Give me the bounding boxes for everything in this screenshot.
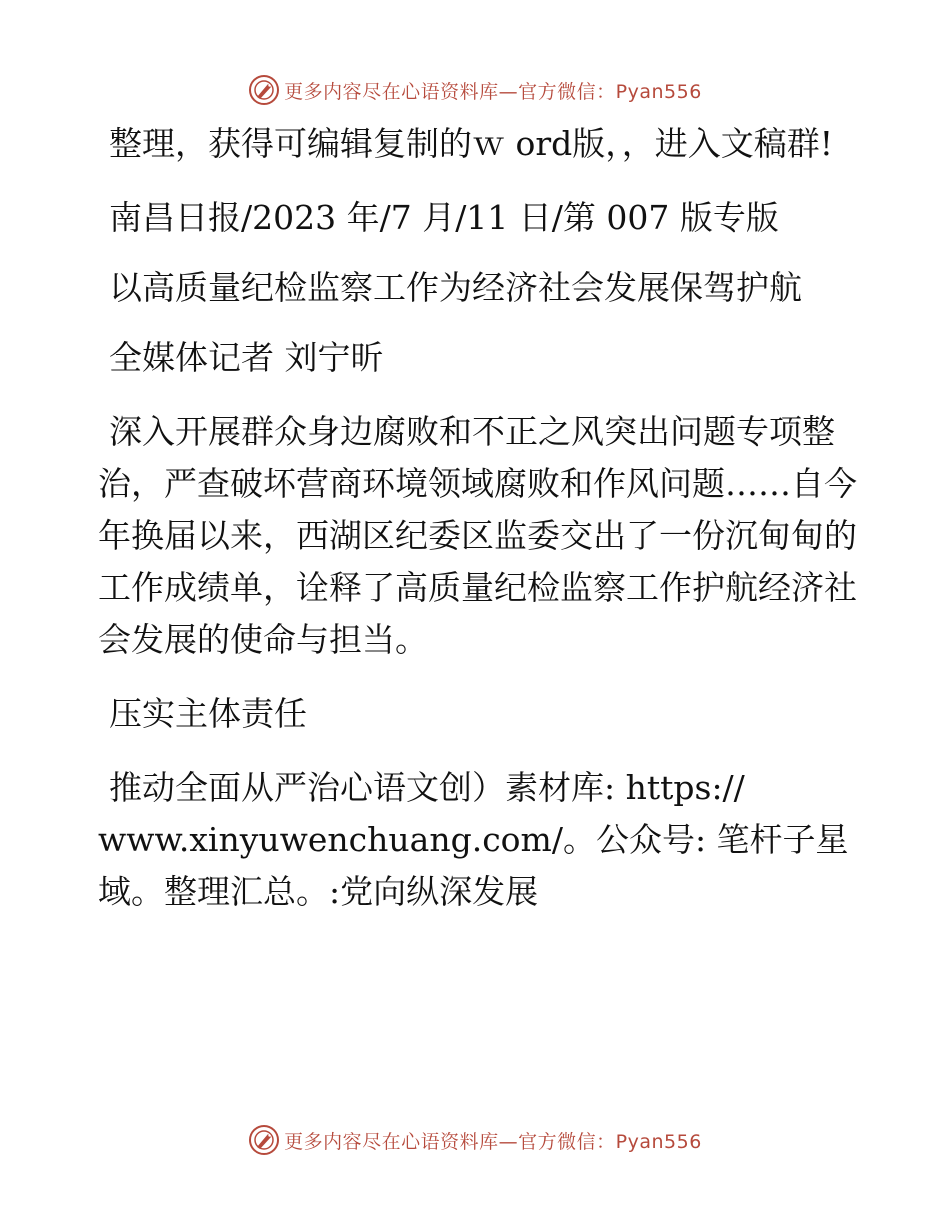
body-line-1: 推动全面从严治心语文创）素材库: https:// (109, 768, 745, 807)
pen-nib-icon (248, 74, 280, 106)
source-line: 南昌日报/2023 年/7 月/11 日/第 007 版专版 (109, 198, 779, 237)
byline: 全媒体记者 刘宁昕 (109, 338, 384, 377)
pen-nib-icon (248, 1124, 280, 1156)
intro-line: 整理，获得可编辑复制的ｗ ord版，，进入文稿群! (109, 124, 834, 163)
article-title: 以高质量纪检监察工作为经济社会发展保驾护航 (109, 268, 802, 307)
section-heading: 压实主体责任 (109, 694, 307, 733)
body-line-2: www.xinyuwenchuang.com/。公众号: 笔杆子星 (98, 820, 849, 859)
body-paragraph-2 (98, 762, 858, 918)
footer-watermark-banner (0, 1120, 950, 1160)
body-paragraph: 深入开展群众身边腐败和不正之风突出问题专项整治，严查破坏营商环境领域腐败和作风问题……自今年换届以来，西湖区纪委区监委交出了一份沉甸甸的工作成绩单，诠释了高质量纪检监察工作护航经济社会发展的使命与担当。 (98, 412, 857, 659)
watermark-text: 更多内容尽在心语资料库—官方微信：Pyan556 (284, 1130, 702, 1153)
header-watermark-banner (0, 70, 950, 110)
body-line-3: 域。整理汇总。:党向纵深发展 (98, 872, 539, 911)
watermark-text: 更多内容尽在心语资料库—官方微信：Pyan556 (284, 80, 702, 103)
document-body (98, 118, 858, 918)
